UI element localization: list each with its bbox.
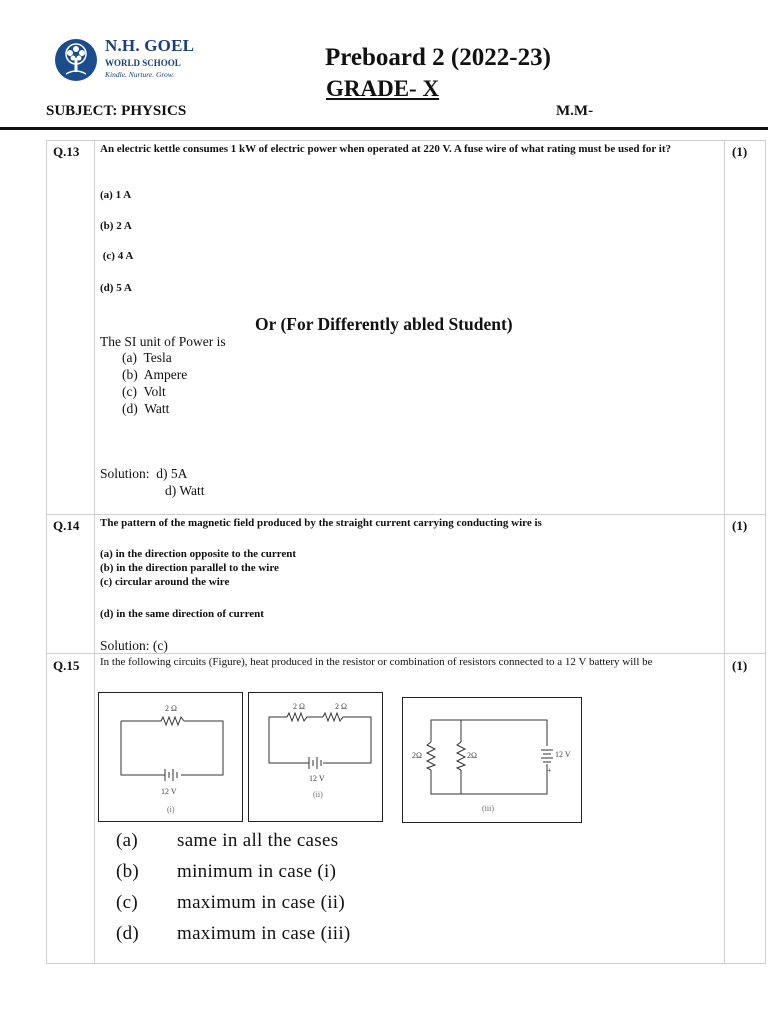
option-a-label: (a) xyxy=(116,830,138,851)
question-stem: An electric kettle consumes 1 kW of electric power when operated at 220 V. A fuse wire of what rating must be used for it? xyxy=(100,143,672,155)
question-marks: (1) xyxy=(732,518,748,533)
resistor-2-label: 2 Ω xyxy=(335,702,347,711)
alternate-question-heading: Or (For Differently abled Student) xyxy=(255,314,513,334)
option-d: (d) in the same direction of current xyxy=(100,608,264,620)
battery-label: 12 V xyxy=(161,787,177,796)
resistor-label: 2 Ω xyxy=(165,704,177,713)
option-a: (a) in the direction opposite to the current xyxy=(100,548,297,560)
alt-option-b: (b) Ampere xyxy=(122,367,188,382)
tree-emblem-icon xyxy=(54,38,98,82)
option-a-text: same in all the cases xyxy=(177,830,339,851)
option-a: (a) 1 A xyxy=(100,189,132,201)
alt-option-d: (d) Watt xyxy=(122,401,170,416)
question-stem: In the following circuits (Figure), heat produced in the resistor or combination of resistors connected to a 12 V battery will be xyxy=(100,656,653,668)
max-marks-label: M.M- xyxy=(556,103,594,119)
battery-plus-sign: + xyxy=(547,766,552,775)
alternate-question-stem: The SI unit of Power is xyxy=(100,334,226,349)
question-marks: (1) xyxy=(732,658,748,673)
subject-label: SUBJECT: PHYSICS xyxy=(46,103,187,119)
solution-line-1: Solution: d) 5A xyxy=(100,466,188,481)
question-marks: (1) xyxy=(732,144,748,159)
option-c: (c) 4 A xyxy=(100,250,134,262)
option-c: (c) circular around the wire xyxy=(100,576,230,588)
header-rule xyxy=(0,127,768,130)
resistor-1-label: 2Ω xyxy=(412,751,422,760)
logo-school-name: N.H. GOEL xyxy=(105,36,195,55)
option-c-text: maximum in case (ii) xyxy=(177,892,345,913)
question-number: Q.13 xyxy=(53,144,80,159)
circuit-figure-2 xyxy=(248,692,383,822)
question-number: Q.15 xyxy=(53,658,80,673)
solution-line: Solution: (c) xyxy=(100,638,168,653)
exam-title: Preboard 2 (2022-23) xyxy=(325,44,551,71)
alt-option-a: (a) Tesla xyxy=(122,350,172,365)
option-d-text: maximum in case (iii) xyxy=(177,923,351,944)
circuit-figure-3 xyxy=(402,697,582,823)
alt-option-c: (c) Volt xyxy=(122,384,166,399)
option-b: (b) 2 A xyxy=(100,220,132,232)
option-d-label: (d) xyxy=(116,923,140,944)
resistor-2-label: 2Ω xyxy=(467,751,477,760)
school-logo xyxy=(52,36,202,88)
battery-label: 12 V xyxy=(555,750,571,759)
option-c-label: (c) xyxy=(116,892,138,913)
grade-heading: GRADE- X xyxy=(326,76,440,101)
circuit-diagram xyxy=(249,693,382,821)
battery-label: 12 V xyxy=(309,774,325,783)
question-number: Q.14 xyxy=(53,518,80,533)
circuit-figure-1 xyxy=(98,692,243,822)
question-stem: The pattern of the magnetic field produced by the straight current carrying conducting wire is xyxy=(100,517,542,529)
figure-caption: (ii) xyxy=(313,790,323,799)
option-b-label: (b) xyxy=(116,861,140,882)
resistor-1-label: 2 Ω xyxy=(293,702,305,711)
figure-caption: (i) xyxy=(167,805,175,814)
option-d: (d) 5 A xyxy=(100,282,132,294)
logo-tagline: Kindle. Nurture. Grow. xyxy=(105,70,175,79)
option-b-text: minimum in case (i) xyxy=(177,861,337,882)
option-b: (b) in the direction parallel to the wire xyxy=(100,562,279,574)
figure-caption: (iii) xyxy=(482,804,494,813)
logo-school-subtitle: WORLD SCHOOL xyxy=(105,58,181,68)
solution-line-2: d) Watt xyxy=(165,483,205,498)
